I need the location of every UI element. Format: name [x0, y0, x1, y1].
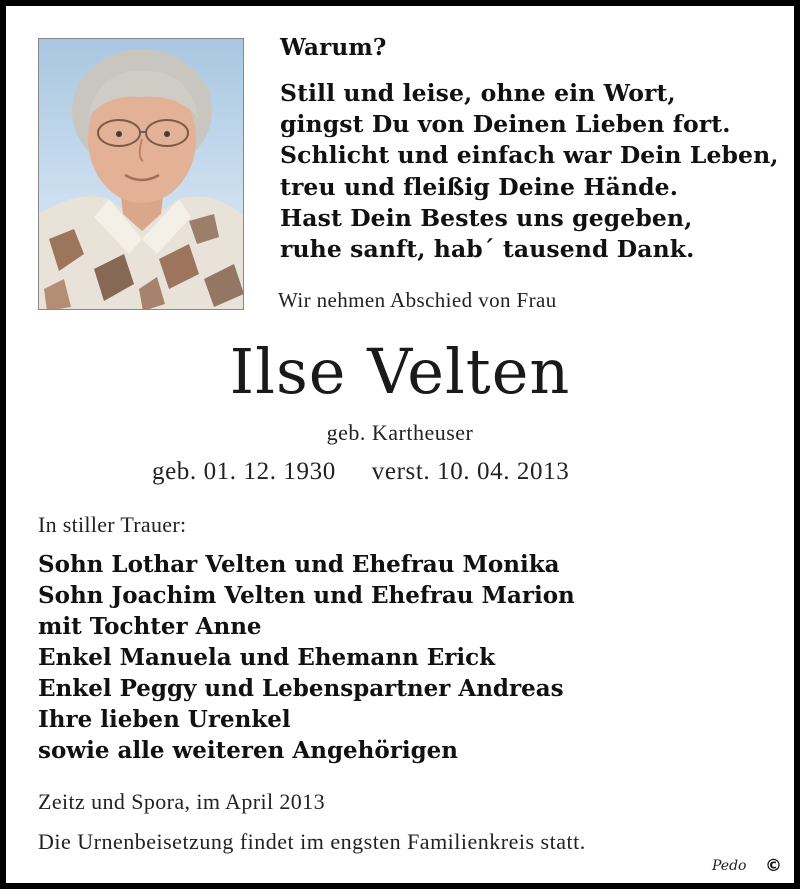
birth-date: geb. 01. 12. 1930 [152, 458, 336, 485]
mourner-line: mit Tochter Anne [38, 613, 262, 640]
poem-line: Schlicht und einfach war Dein Leben, [280, 141, 779, 170]
poem-line: treu und fleißig Deine Hände. [280, 172, 679, 201]
poem-line: Hast Dein Bestes uns gegeben, [280, 203, 693, 232]
farewell-intro: Wir nehmen Abschied von Frau [278, 288, 557, 312]
mourner-line: sowie alle weiteren Angehörigen [38, 737, 459, 764]
death-date: verst. 10. 04. 2013 [371, 458, 570, 485]
deceased-name: Ilse Velten [229, 335, 571, 408]
burial-notice: Die Urnenbeisetzung findet im engsten Familienkreis statt. [38, 829, 586, 854]
poem [280, 78, 779, 265]
mourner-line: Ihre lieben Urenkel [38, 706, 291, 733]
mourning-label: In stiller Trauer: [38, 512, 187, 537]
poem-line: ruhe sanft, hab´ tausend Dank. [280, 235, 695, 264]
mourner-line: Enkel Peggy und Lebenspartner Andreas [38, 675, 564, 702]
poem-line: Still und leise, ohne ein Wort, [280, 79, 676, 107]
life-dates [152, 458, 569, 486]
portrait-photo [38, 38, 244, 310]
birth-name: geb. Kartheuser [326, 420, 474, 445]
poem-title: Warum? [280, 34, 387, 61]
copyright-icon: © [765, 856, 782, 876]
place-date: Zeitz und Spora, im April 2013 [38, 789, 325, 814]
poem-line: gingst Du von Deinen Lieben fort. [280, 110, 731, 139]
mourners-list [38, 549, 575, 766]
artist-signature: Pedo [712, 858, 747, 874]
mourner-line: Enkel Manuela und Ehemann Erick [38, 644, 496, 671]
mourner-line: Sohn Lothar Velten und Ehefrau Monika [38, 551, 560, 578]
mourner-line: Sohn Joachim Velten und Ehefrau Marion [38, 582, 575, 609]
